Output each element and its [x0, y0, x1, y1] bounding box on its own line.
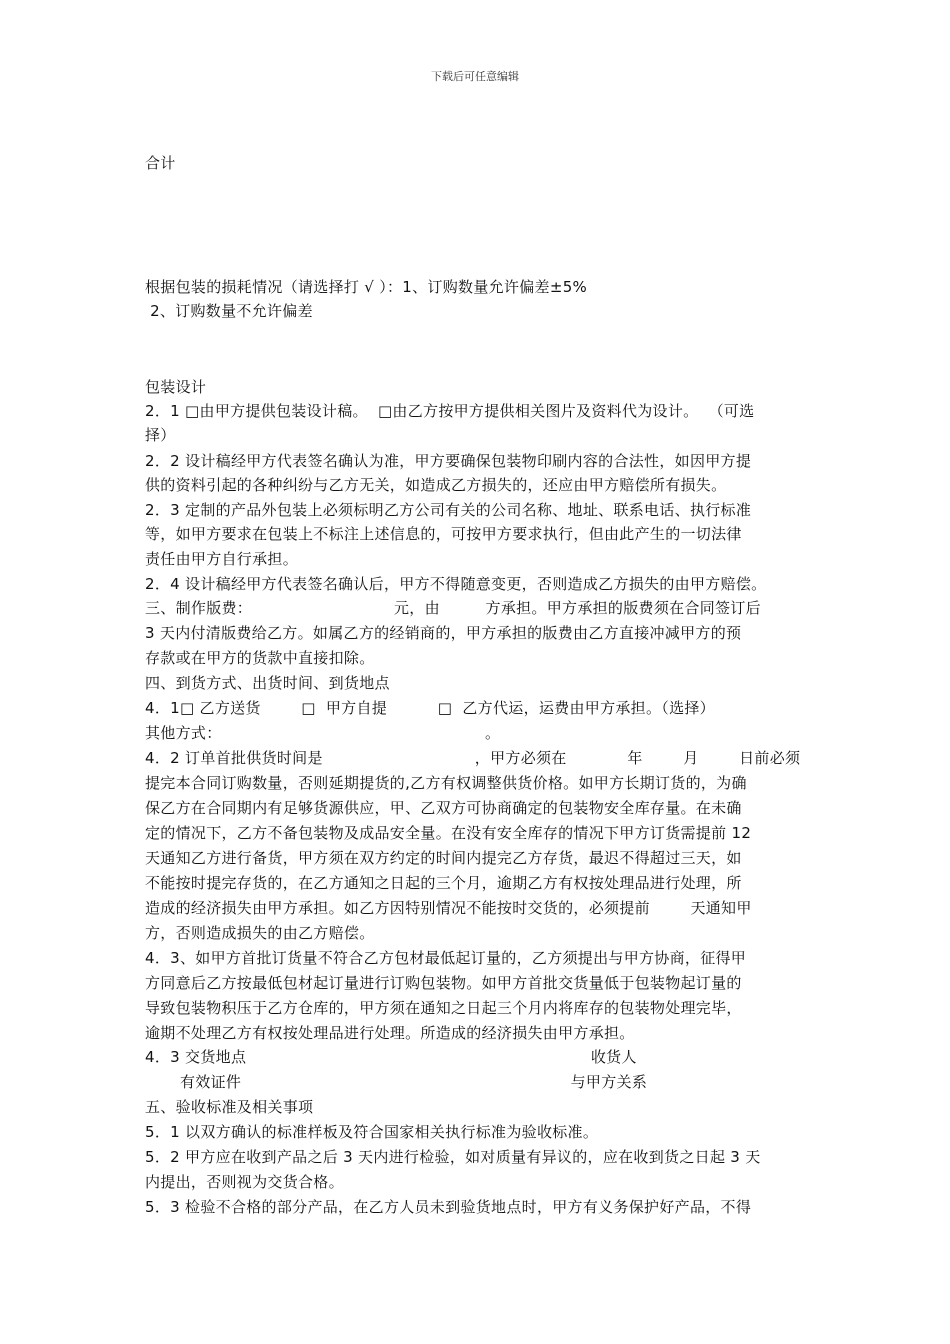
paragraph-line: 导致包装物积压于乙方仓库的，甲方须在通知之日起三个月内将库存的包装物处理完毕， [145, 999, 742, 1017]
paragraph-line: 保乙方在合同期内有足够货源供应，甲、乙双方可协商确定的包装物安全库存量。在未确 [145, 799, 742, 817]
loss-option-2: 2、订购数量不允许偏差 [145, 302, 313, 320]
paragraph-line: 5．2 甲方应在收到产品之后 3 天内进行检验，如对质量有异议的，应在收到货之日起 3 天 [145, 1148, 761, 1166]
paragraph-line: 逾期不处理乙方有权按处理品进行处理。所造成的经济损失由甲方承担。 [145, 1024, 635, 1042]
paragraph-line: 2．3 定制的产品外包装上必须标明乙方公司有关的公司名称、地址、联系电话、执行标准 [145, 501, 752, 519]
paragraph-line: 供的资料引起的各种纠纷与乙方无关，如造成乙方损失的，还应由甲方赔偿所有损失。 [145, 476, 727, 494]
section-heading: 五、验收标准及相关事项 [145, 1098, 314, 1116]
paragraph-line: 5．1 以双方确认的标准样板及符合国家相关执行标准为验收标准。 [145, 1123, 599, 1141]
page-header: 下载后可任意编辑 [431, 70, 519, 83]
paragraph-line: 4．3 交货地点 收货人 [145, 1048, 637, 1066]
paragraph-line: 2．2 设计稿经甲方代表签名确认为准，甲方要确保包装物印刷内容的合法性，如因甲方提 [145, 452, 752, 470]
total-label: 合计 [145, 154, 176, 172]
paragraph-line: 有效证件 与甲方关系 [180, 1073, 648, 1091]
paragraph-line: 责任由甲方自行承担。 [145, 550, 299, 568]
paragraph-line: 天通知乙方进行备货，甲方须在双方约定的时间内提完乙方存货，最迟不得超过三天，如 [145, 849, 742, 867]
paragraph-line: 择） [145, 426, 176, 444]
paragraph-line: 方，否则造成损失的由乙方赔偿。 [145, 924, 375, 942]
paragraph-line: 2．1 □由甲方提供包装设计稿。 □由乙方按甲方提供相关图片及资料代为设计。 （可选 [145, 402, 755, 420]
section-heading: 包装设计 [145, 378, 207, 396]
loss-option-1: 根据包装的损耗情况（请选择打 √ ）：1、订购数量允许偏差±5% [145, 278, 588, 296]
paragraph-line: 4．2 订单首批供货时间是 ，甲方必须在 年 月 日前必须 [145, 749, 801, 767]
paragraph-line: 定的情况下，乙方不备包装物及成品安全量。在没有安全库存的情况下甲方订货需提前 12 [145, 824, 752, 842]
paragraph-line: 2．4 设计稿经甲方代表签名确认后，甲方不得随意变更，否则造成乙方损失的由甲方赔偿。 [145, 575, 767, 593]
paragraph-line: 造成的经济损失由甲方承担。如乙方因特别情况不能按时交货的，必须提前 天通知甲 [145, 899, 752, 917]
paragraph-line: 不能按时提完存货的，在乙方通知之日起的三个月，逾期乙方有权按处理品进行处理，所 [145, 874, 742, 892]
paragraph-line: 4．3、如甲方首批订货量不符合乙方包材最低起订量的，乙方须提出与甲方协商，征得甲 [145, 949, 747, 967]
paragraph-line: 内提出，否则视为交货合格。 [145, 1173, 344, 1191]
section-heading: 三、制作版费： 元，由 方承担。甲方承担的版费须在合同签订后 [145, 599, 761, 617]
paragraph-line: 其他方式： 。 [145, 724, 501, 742]
paragraph-line: 提完本合同订购数量，否则延期提货的,乙方有权调整供货价格。如甲方长期订货的，为确 [145, 774, 747, 792]
paragraph-line: 等，如甲方要求在包装上不标注上述信息的，可按甲方要求执行，但由此产生的一切法律 [145, 525, 742, 543]
paragraph-line: 4．1□ 乙方送货 □ 甲方自提 □ 乙方代运，运费由甲方承担。（选择） [145, 699, 715, 717]
section-heading: 四、到货方式、出货时间、到货地点 [145, 674, 390, 692]
paragraph-line: 方同意后乙方按最低包材起订量进行订购包装物。如甲方首批交货量低于包装物起订量的 [145, 974, 742, 992]
paragraph-line: 3 天内付清版费给乙方。如属乙方的经销商的，甲方承担的版费由乙方直接冲减甲方的预 [145, 624, 742, 642]
paragraph-line: 5．3 检验不合格的部分产品，在乙方人员未到验货地点时，甲方有义务保护好产品，不得 [145, 1198, 752, 1216]
paragraph-line: 存款或在甲方的货款中直接扣除。 [145, 649, 375, 667]
